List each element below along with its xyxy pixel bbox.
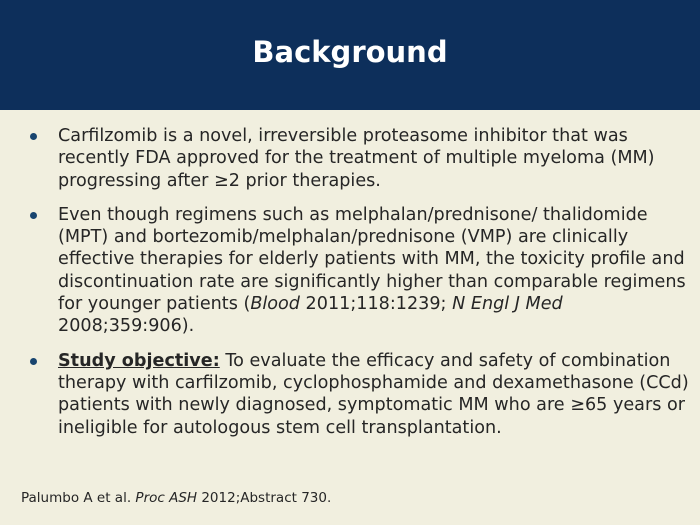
journal-name: Blood [250,294,300,315]
bullet-item-carfilzomib [30,125,690,192]
bullet-item-study-objective [30,350,690,439]
bullet-text: 2011;118:1239; [299,294,453,315]
bullet-text: To evaluate the efficacy and safety of combination therapy with carfilzomib, cyclophosphamide and dexamethasone (CCd) patients with newly diagnosed, symptomatic MM who are ≥65 years or ineligible for autologous stem cell transplantation. [58,350,689,438]
slide-header [0,0,700,110]
citation-rest: 2012;Abstract 730. [197,490,332,506]
study-objective-label: Study objective: [58,350,220,371]
citation-authors: Palumbo A et al. [21,490,136,506]
bullet-text: Carfilzomib is a novel, irreversible proteasome inhibitor that was recently FDA approved for the treatment of multiple myeloma (MM) progressing after ≥2 prior therapies. [58,126,655,191]
bullet-dot-icon [30,212,37,219]
bullet-text: Even though regimens such as melphalan/prednisone/ thalidomide (MPT) and bortezomib/melphalan/prednisone (VMP) are clinically effective therapies for elderly patients with MM, the toxicity profile and discontinuation rate are significantly higher than comparable regimens for younger patients ( [58,204,686,315]
bullet-text: 2008;359:906). [58,316,195,337]
citation-journal: Proc ASH [135,490,198,506]
bullet-item-regimens [30,204,690,338]
citation [21,490,331,506]
journal-name: N Engl J Med [452,294,563,315]
bullet-dot-icon [30,358,37,365]
bullet-dot-icon [30,133,37,140]
bullet-list [30,125,690,451]
slide-title: Background [252,35,448,69]
